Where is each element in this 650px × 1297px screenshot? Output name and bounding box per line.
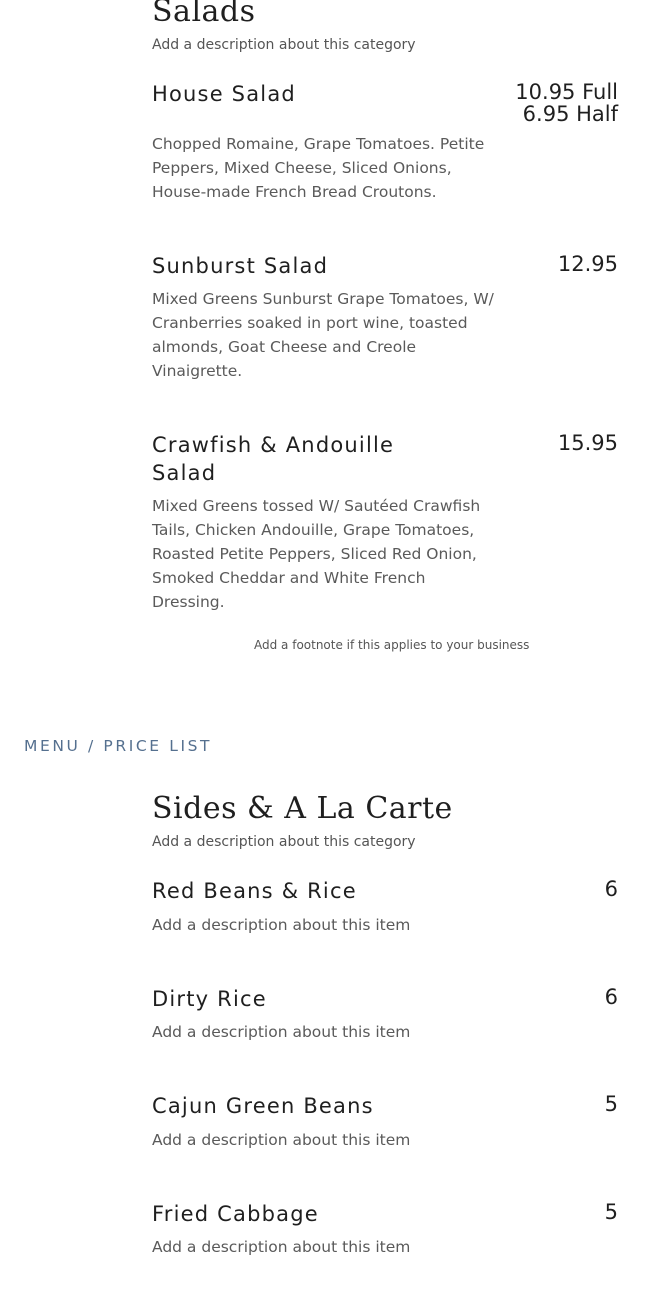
item-price: 5 [604, 1092, 618, 1116]
category-description-sides: Add a description about this category [152, 834, 416, 850]
item-name: Crawfish & Andouille Salad [152, 433, 395, 485]
category-title-salads: Salads [152, 0, 256, 29]
menu-price-list-link[interactable]: MENU / PRICE LIST [24, 737, 213, 755]
item-description: Add a description about this item [152, 916, 411, 934]
item-name: Red Beans & Rice [152, 879, 357, 903]
menu-item-cajun-green-beans [152, 1092, 620, 1162]
item-description: Chopped Romaine, Grape Tomatoes. Petite Peppers, Mixed Cheese, Sliced Onions, House-made French Bread Croutons. [152, 135, 485, 201]
menu-item-fried-cabbage [152, 1200, 620, 1270]
item-name: Sunburst Salad [152, 254, 329, 278]
item-price: 6 [604, 877, 618, 901]
item-name: Cajun Green Beans [152, 1094, 374, 1118]
item-price: 15.95 [557, 431, 618, 455]
item-price-full: 10.95 Full [515, 80, 618, 104]
item-price: 6 [604, 985, 618, 1009]
item-name: Dirty Rice [152, 987, 267, 1011]
item-name: House Salad [152, 82, 296, 106]
item-price: 12.95 [557, 252, 618, 276]
item-description: Add a description about this item [152, 1238, 411, 1256]
menu-item-sunburst-salad [152, 252, 620, 392]
menu-item-dirty-rice [152, 985, 620, 1055]
item-description: Add a description about this item [152, 1131, 411, 1149]
item-description: Mixed Greens tossed W/ Sautéed Crawfish Tails, Chicken Andouille, Grape Tomatoes, Roasted Petite Peppers, Sliced Red Onion, Smoked Cheddar and White French Dressing. [152, 497, 481, 611]
item-price-half: 6.95 Half [522, 102, 618, 126]
item-price: 5 [604, 1200, 618, 1224]
item-description: Add a description about this item [152, 1023, 411, 1041]
category-description-salads: Add a description about this category [152, 37, 416, 53]
menu-item-red-beans-rice [152, 877, 620, 947]
category-title-sides: Sides & A La Carte [152, 791, 453, 826]
category-footnote: Add a footnote if this applies to your business [254, 638, 530, 652]
item-description: Mixed Greens Sunburst Grape Tomatoes, W/ Cranberries soaked in port wine, toasted almonds, Goat Cheese and Creole Vinaigrette. [152, 290, 494, 380]
menu-item-crawfish-andouille-salad [152, 431, 620, 611]
item-name: Fried Cabbage [152, 1202, 319, 1226]
